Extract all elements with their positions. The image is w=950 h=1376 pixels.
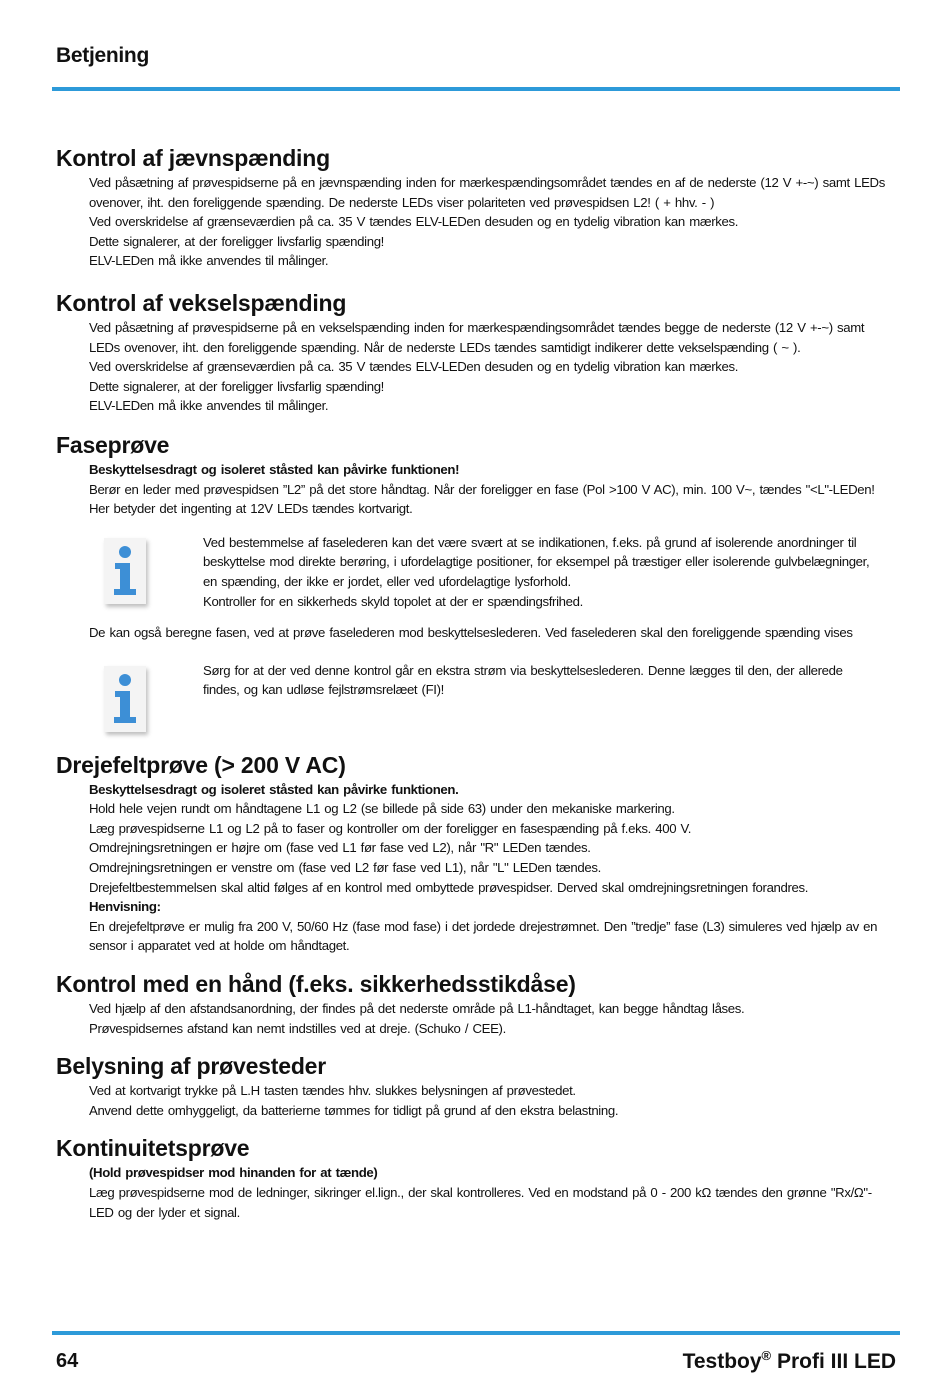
paragraph: Læg prøvespidserne L1 og L2 på to faser og kontroller om der foreligger en fasespænding på f.eks. 400 V. <box>89 820 692 836</box>
paragraph: Ved påsætning af prøvespidserne på en vekselspænding inden for mærkespændingsområdet tændes begge de nederste (12 V +-~) samt LEDs ovenover, iht. den foreliggende spænding. Når de nederste LEDs tændes samtidigt indikerer dette vekselspænding ( ~ ). <box>89 319 865 355</box>
paragraph: Læg prøvespidserne mod de ledninger, sikringer el.lign., der skal kontrolleres. Ved en modstand på 0 - 200 kΩ tændes den grønne "Rx/Ω"-LED og der lyder et signal. <box>89 1185 872 1220</box>
info-note-2 <box>56 661 896 732</box>
section-body <box>89 1081 896 1120</box>
product-model: Profi III LED <box>776 1350 896 1373</box>
section-body <box>89 460 896 519</box>
info-icon <box>104 666 146 732</box>
paragraph: Ved hjælp af den afstandsanordning, der findes på det nederste område på L1-håndtaget, kan begge håndtag låses. <box>89 1001 745 1017</box>
paragraph: Omdrejningsretningen er venstre om (fase ved L2 før fase ved L1), når "L" LEDen tændes. <box>89 860 601 876</box>
paragraph: ELV-LEDen må ikke anvendes til målinger. <box>89 398 329 414</box>
paragraph: Dette signalerer, at der foreligger livsfarlig spænding! <box>89 233 384 249</box>
paragraph: Omdrejningsretningen er højre om (fase ved L1 før fase ved L2), når "R" LEDen tændes. <box>89 840 591 856</box>
section-title: Drejefeltprøve (> 200 V AC) <box>56 751 346 778</box>
info-note-1 <box>56 533 896 611</box>
hint-label: Henvisning: <box>89 899 161 915</box>
section-continuity <box>56 1133 896 1222</box>
header-rule <box>52 87 900 91</box>
paragraph: Kontroller for en sikkerheds skyld topolet at der er spændingsfrihed. <box>203 593 583 609</box>
section-body <box>89 318 896 416</box>
footer-rule <box>52 1331 900 1335</box>
product-name <box>683 1348 896 1374</box>
section-title: Kontinuitetsprøve <box>56 1135 250 1162</box>
page-content <box>56 143 896 1222</box>
paragraph: Anvend dette omhyggeligt, da batterierne tømmes for tidligt på grund af den ekstra belastning. <box>89 1102 619 1118</box>
section-lighting <box>56 1051 896 1120</box>
section-title: Kontrol af jævnspænding <box>56 145 330 171</box>
page-number: 64 <box>56 1350 79 1372</box>
section-one-hand <box>56 969 896 1038</box>
paragraph: Ved overskridelse af grænseværdien på ca. 35 V tændes ELV-LEDen desuden og en tydelig vibration kan mærkes. <box>89 359 739 375</box>
paragraph: ELV-LEDen må ikke anvendes til målinger. <box>89 253 329 269</box>
paragraph: Prøvespidsernes afstand kan nemt indstilles ved at dreje. (Schuko / CEE). <box>89 1020 506 1036</box>
page-header-title: Betjening <box>56 44 149 67</box>
section-dc-voltage <box>56 143 896 271</box>
warning-text: Beskyttelsesdragt og isoleret ståsted kan påvirke funktionen! <box>89 461 460 477</box>
section-ac-voltage <box>56 288 896 416</box>
info-icon <box>104 538 146 604</box>
section-title: Belysning af prøvesteder <box>56 1053 327 1080</box>
paragraph: Drejefeltbestemmelsen skal altid følges af en kontrol med ombyttede prøvespidser. Derved skal omdrejningsretningen forandres. <box>89 879 809 895</box>
paragraph: De kan også beregne fasen, ved at prøve faselederen mod beskyttelseslederen. Ved faselederen skal den foreliggende spænding vises <box>89 625 853 641</box>
product-brand: Testboy <box>682 1350 762 1373</box>
paragraph: En drejefeltprøve er mulig fra 200 V, 50/60 Hz (fase mod fase) i det jordede drejestrømnet. Den ”tredje” fase (L3) simuleres ved hjælp av en sensor i apparatet ved at holde om håndtaget. <box>89 918 878 954</box>
warning-text: (Hold prøvespidser mod hinanden for at tænde) <box>89 1165 378 1181</box>
section-body <box>89 173 896 271</box>
paragraph: Dette signalerer, at der foreligger livsfarlig spænding! <box>89 378 384 394</box>
paragraph: Ved bestemmelse af faselederen kan det være svært at se indikationen, f.eks. på grund af isolerende anordninger til beskyttelse mod direkte berøring, i ufordelagtige positioner, for eksempel på træstiger eller isolerende gulvbelægninger, en spænding, der ikke er jordet, eller ved ufordelagtige lysforhold. <box>203 534 870 589</box>
section-body <box>89 780 896 956</box>
section-rotary-field <box>56 750 896 956</box>
section-title: Kontrol af vekselspænding <box>56 289 347 316</box>
registered-mark: ® <box>761 1348 772 1363</box>
paragraph: Ved påsætning af prøvespidserne på en jævnspænding inden for mærkespændingsområdet tændes en af de nederste (12 V +-~) samt LEDs ovenover, iht. den foreliggende spænding. De nederste LEDs viser polariteten ved prøvespidsen L2! ( + hhv. - ) <box>89 175 885 210</box>
section-title: Kontrol med en hånd (f.eks. sikkerhedsstikdåse) <box>56 971 576 998</box>
section-body <box>89 1163 896 1222</box>
section-title: Faseprøve <box>56 431 170 458</box>
paragraph: Ved overskridelse af grænseværdien på ca. 35 V tændes ELV-LEDen desuden og en tydelig vibration kan mærkes. <box>89 214 739 230</box>
warning-text: Beskyttelsesdragt og isoleret ståsted kan påvirke funktionen. <box>89 781 459 797</box>
paragraph: Berør en leder med prøvespidsen ”L2” på det store håndtag. Når der foreligger en fase (Pol >100 V AC), min. 100 V~, tændes "<L"-LEDen! Her betyder det ingenting at 12V LEDs tændes kortvarigt. <box>89 481 875 517</box>
paragraph: Hold hele vejen rundt om håndtagene L1 og L2 (se billede på side 63) under den mekaniske markering. <box>89 801 675 817</box>
section-body <box>89 999 896 1038</box>
paragraph: Sørg for at der ved denne kontrol går en ekstra strøm via beskyttelseslederen. Denne lægges til den, der allerede findes, og kan udløse fejlstrømsrelæet (FI)! <box>203 662 843 698</box>
paragraph: Ved at kortvarigt trykke på L.H tasten tændes hhv. slukkes belysningen af prøvestedet. <box>89 1083 576 1099</box>
note-text <box>203 533 883 611</box>
section-phase-test <box>56 430 896 732</box>
section-body <box>89 623 896 643</box>
note-text <box>203 661 883 700</box>
